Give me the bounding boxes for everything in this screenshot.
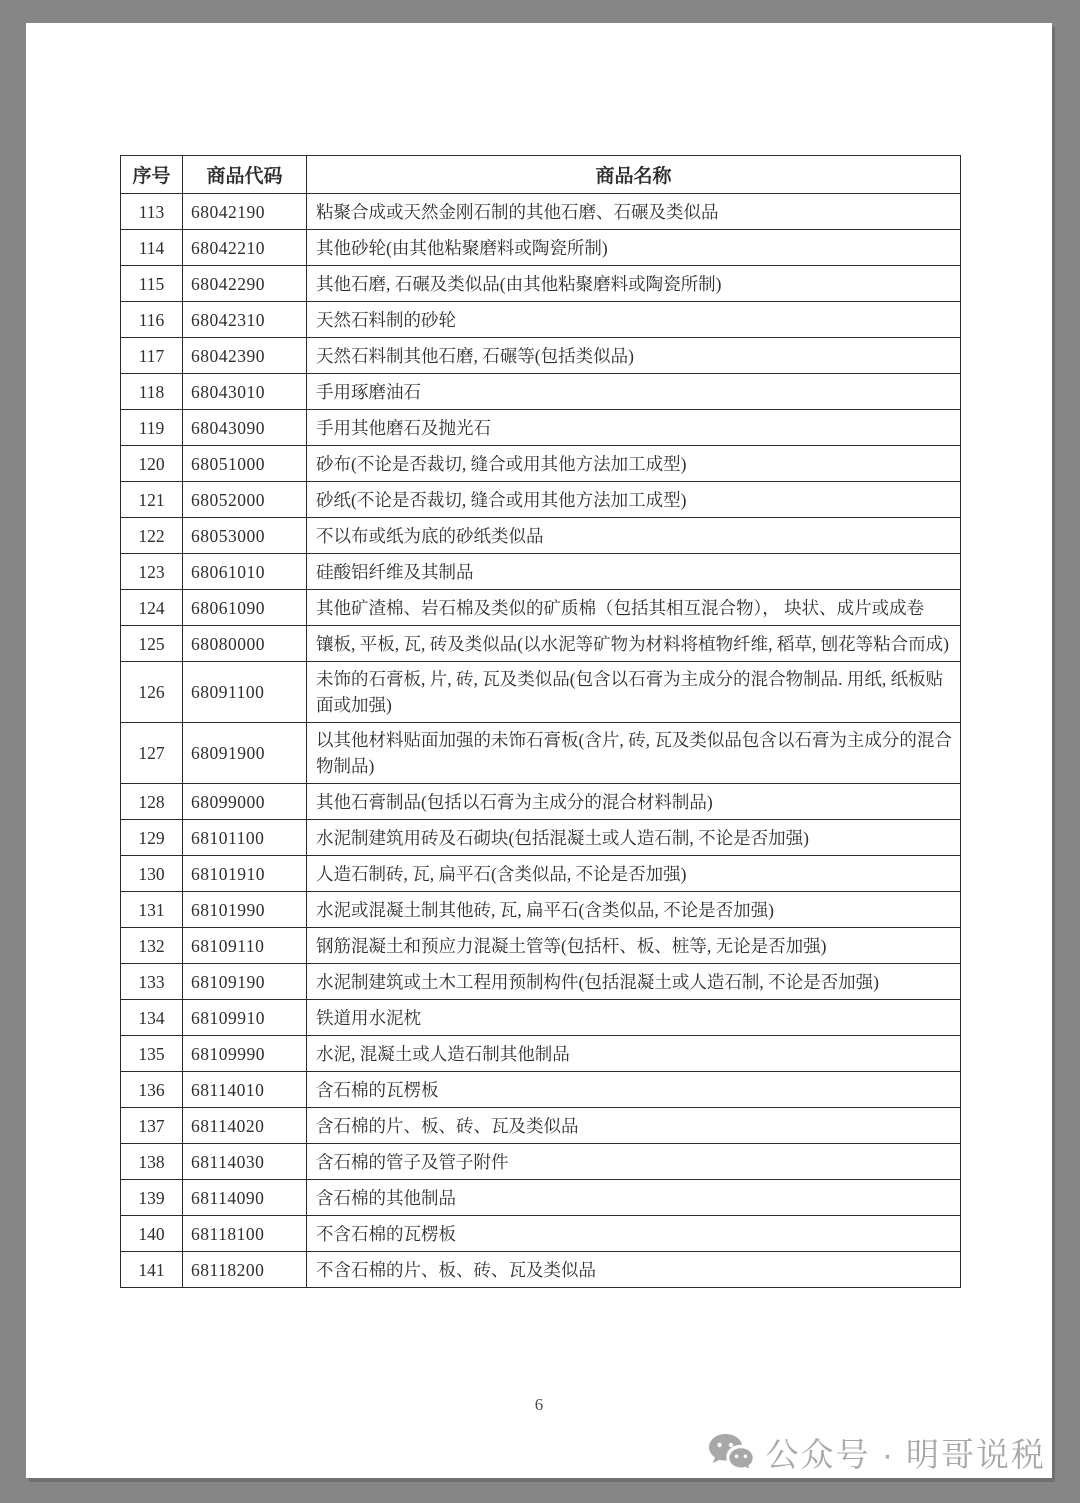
commodity-code-cell: 68101990 [183, 892, 307, 928]
commodity-name-cell: 未饰的石膏板, 片, 砖, 瓦及类似品(包含以石膏为主成分的混合物制品. 用纸, 纸板贴面或加强) [307, 662, 961, 723]
commodity-name-cell: 人造石制砖, 瓦, 扁平石(含类似品, 不论是否加强) [307, 856, 961, 892]
table-row [121, 1180, 961, 1216]
commodity-code-cell: 68114030 [183, 1144, 307, 1180]
table-row [121, 266, 961, 302]
table-row [121, 892, 961, 928]
table-row [121, 410, 961, 446]
commodity-name-cell: 镶板, 平板, 瓦, 砖及类似品(以水泥等矿物为材料将植物纤维, 稻草, 刨花等粘合而成) [307, 626, 961, 662]
row-index-cell: 140 [121, 1216, 183, 1252]
row-index-cell: 134 [121, 1000, 183, 1036]
watermark [708, 1429, 1046, 1476]
row-index-cell: 131 [121, 892, 183, 928]
commodity-code-cell: 68043010 [183, 374, 307, 410]
commodity-name-cell: 其他石磨, 石碾及类似品(由其他粘聚磨料或陶瓷所制) [307, 266, 961, 302]
page-number: 6 [534, 1395, 544, 1414]
row-index-cell: 113 [121, 194, 183, 230]
commodity-code-cell: 68114090 [183, 1180, 307, 1216]
commodity-code-cell: 68080000 [183, 626, 307, 662]
table-row [121, 302, 961, 338]
table-row [121, 338, 961, 374]
commodity-code-cell: 68042210 [183, 230, 307, 266]
row-index-cell: 138 [121, 1144, 183, 1180]
table-row [121, 1144, 961, 1180]
commodity-name-cell: 砂布(不论是否裁切, 缝合或用其他方法加工成型) [307, 446, 961, 482]
row-index-cell: 125 [121, 626, 183, 662]
row-index-cell: 126 [121, 662, 183, 723]
commodity-code-cell: 68052000 [183, 482, 307, 518]
row-index-cell: 120 [121, 446, 183, 482]
commodity-name-cell: 硅酸铝纤维及其制品 [307, 554, 961, 590]
row-index-cell: 121 [121, 482, 183, 518]
commodity-name-cell: 水泥制建筑或土木工程用预制构件(包括混凝土或人造石制, 不论是否加强) [307, 964, 961, 1000]
commodity-code-cell: 68101910 [183, 856, 307, 892]
commodity-name-cell: 不含石棉的瓦楞板 [307, 1216, 961, 1252]
commodity-name-cell: 其他砂轮(由其他粘聚磨料或陶瓷所制) [307, 230, 961, 266]
row-index-cell: 128 [121, 784, 183, 820]
row-index-cell: 135 [121, 1036, 183, 1072]
commodity-name-cell: 含石棉的瓦楞板 [307, 1072, 961, 1108]
table-row [121, 820, 961, 856]
commodity-name-cell: 天然石料制其他石磨, 石碾等(包括类似品) [307, 338, 961, 374]
commodity-code-cell: 68109190 [183, 964, 307, 1000]
commodity-code-cell: 68114020 [183, 1108, 307, 1144]
table-row [121, 482, 961, 518]
table-row [121, 1036, 961, 1072]
commodity-code-cell: 68051000 [183, 446, 307, 482]
table-row [121, 374, 961, 410]
commodity-name-cell: 砂纸(不论是否裁切, 缝合或用其他方法加工成型) [307, 482, 961, 518]
row-index-cell: 127 [121, 723, 183, 784]
table-row [121, 662, 961, 723]
commodity-name-cell: 钢筋混凝土和预应力混凝土管等(包括杆、板、桩等, 无论是否加强) [307, 928, 961, 964]
commodity-name-cell: 水泥制建筑用砖及石砌块(包括混凝土或人造石制, 不论是否加强) [307, 820, 961, 856]
row-index-cell: 136 [121, 1072, 183, 1108]
table-row [121, 856, 961, 892]
table-row [121, 928, 961, 964]
commodity-code-cell: 68042290 [183, 266, 307, 302]
table-row [121, 194, 961, 230]
commodity-code-cell: 68114010 [183, 1072, 307, 1108]
wechat-icon [708, 1433, 754, 1473]
table-row [121, 1072, 961, 1108]
commodity-name-cell: 手用其他磨石及抛光石 [307, 410, 961, 446]
table-row [121, 1216, 961, 1252]
commodity-code-cell: 68053000 [183, 518, 307, 554]
document-page [26, 23, 1052, 1478]
commodity-code-cell: 68061090 [183, 590, 307, 626]
table-row [121, 964, 961, 1000]
commodity-code-cell: 68118200 [183, 1252, 307, 1288]
commodity-code-cell: 68042390 [183, 338, 307, 374]
commodity-code-cell: 68109910 [183, 1000, 307, 1036]
table-row [121, 1000, 961, 1036]
row-index-cell: 119 [121, 410, 183, 446]
table-body [121, 194, 961, 1288]
commodity-name-cell: 水泥, 混凝土或人造石制其他制品 [307, 1036, 961, 1072]
commodity-name-cell: 粘聚合成或天然金刚石制的其他石磨、石碾及类似品 [307, 194, 961, 230]
commodity-name-cell: 天然石料制的砂轮 [307, 302, 961, 338]
commodity-name-cell: 不含石棉的片、板、砖、瓦及类似品 [307, 1252, 961, 1288]
table-row [121, 230, 961, 266]
table-row [121, 784, 961, 820]
row-index-cell: 114 [121, 230, 183, 266]
commodity-code-cell: 68101100 [183, 820, 307, 856]
commodity-code-cell: 68042310 [183, 302, 307, 338]
commodity-name-cell: 含石棉的管子及管子附件 [307, 1144, 961, 1180]
row-index-cell: 116 [121, 302, 183, 338]
watermark-label: 公众号 · 明哥说税 [765, 1436, 1046, 1473]
commodity-name-cell: 以其他材料贴面加强的未饰石膏板(含片, 砖, 瓦及类似品包含以石膏为主成分的混合物制品) [307, 723, 961, 784]
commodity-name-cell: 手用琢磨油石 [307, 374, 961, 410]
commodity-code-cell: 68042190 [183, 194, 307, 230]
commodity-code-cell: 68061010 [183, 554, 307, 590]
commodity-code-cell: 68091900 [183, 723, 307, 784]
row-index-cell: 117 [121, 338, 183, 374]
commodity-code-cell: 68118100 [183, 1216, 307, 1252]
table-row [121, 1252, 961, 1288]
table-row [121, 518, 961, 554]
commodity-name-cell: 含石棉的其他制品 [307, 1180, 961, 1216]
commodity-name-cell: 含石棉的片、板、砖、瓦及类似品 [307, 1108, 961, 1144]
commodity-code-cell: 68109110 [183, 928, 307, 964]
commodity-code-cell: 68043090 [183, 410, 307, 446]
commodity-name-cell: 水泥或混凝土制其他砖, 瓦, 扁平石(含类似品, 不论是否加强) [307, 892, 961, 928]
row-index-cell: 124 [121, 590, 183, 626]
commodity-table [120, 155, 961, 1288]
table-row [121, 590, 961, 626]
row-index-cell: 118 [121, 374, 183, 410]
commodity-name-cell: 不以布或纸为底的砂纸类似品 [307, 518, 961, 554]
header-commodity-name: 商品名称 [307, 156, 961, 194]
commodity-code-cell: 68091100 [183, 662, 307, 723]
commodity-code-cell: 68099000 [183, 784, 307, 820]
row-index-cell: 141 [121, 1252, 183, 1288]
commodity-name-cell: 其他石膏制品(包括以石膏为主成分的混合材料制品) [307, 784, 961, 820]
row-index-cell: 129 [121, 820, 183, 856]
table-row [121, 723, 961, 784]
header-commodity-code: 商品代码 [183, 156, 307, 194]
table-header-row [121, 156, 961, 194]
commodity-name-cell: 其他矿渣棉、岩石棉及类似的矿质棉（包括其相互混合物）， 块状、成片或成卷 [307, 590, 961, 626]
row-index-cell: 139 [121, 1180, 183, 1216]
table-row [121, 554, 961, 590]
header-serial-number: 序号 [121, 156, 183, 194]
row-index-cell: 115 [121, 266, 183, 302]
commodity-code-cell: 68109990 [183, 1036, 307, 1072]
table-row [121, 1108, 961, 1144]
row-index-cell: 137 [121, 1108, 183, 1144]
commodity-name-cell: 铁道用水泥枕 [307, 1000, 961, 1036]
row-index-cell: 132 [121, 928, 183, 964]
row-index-cell: 122 [121, 518, 183, 554]
table-row [121, 626, 961, 662]
row-index-cell: 133 [121, 964, 183, 1000]
row-index-cell: 123 [121, 554, 183, 590]
table-row [121, 446, 961, 482]
row-index-cell: 130 [121, 856, 183, 892]
